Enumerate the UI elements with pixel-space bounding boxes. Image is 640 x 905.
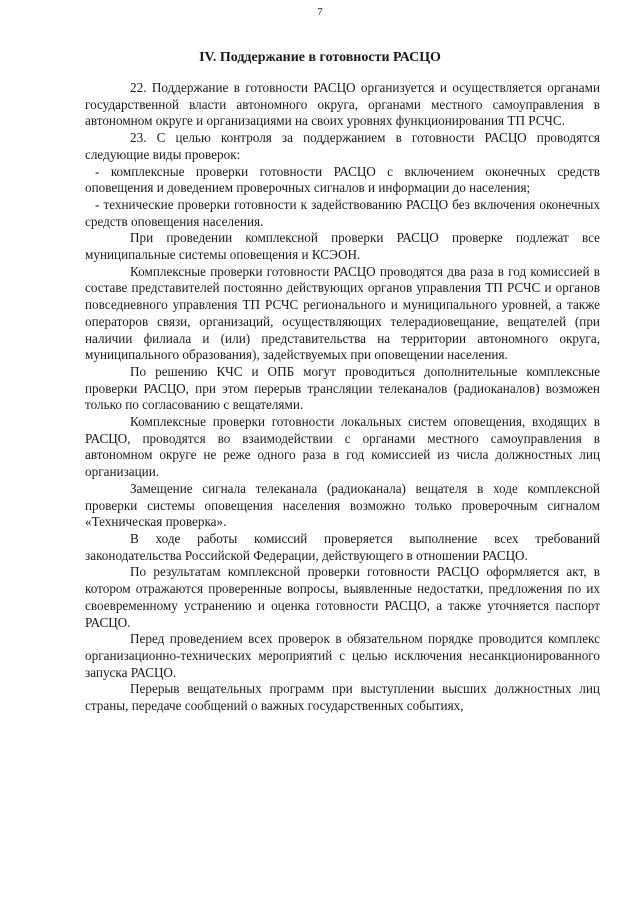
section-title: IV. Поддержание в готовности РАСЦО — [199, 50, 441, 65]
paragraph: Комплексные проверки готовности локальных систем оповещения, входящих в РАСЦО, проводятся во взаимодействии с органами местного самоуправления в автономном округе не реже одного раза в год комиссией из числа должностных лиц организации. — [85, 414, 600, 480]
page-number: 7 — [317, 6, 323, 18]
paragraph: По решению КЧС и ОПБ могут проводиться дополнительные комплексные проверки РАСЦО, при этом перерыв трансляции телеканалов (радиоканалов) возможен только по согласованию с вещателями. — [85, 363, 600, 413]
paragraph: При проведении комплексной проверки РАСЦО проверке подлежат все муниципальные системы оповещения и КСЭОН. — [85, 230, 600, 263]
paragraph: Комплексные проверки готовности РАСЦО проводятся два раза в год комиссией в составе представителей постоянно действующих органов управления ТП РСЧС и органов повседневного управления ТП РСЧС регионального и муниципального уровней, а также операторов связи, организаций, осуществляющих телерадиовещание, вещателей (при наличии филиала и (или) представительства на территории автономного округа, муниципального образования), задействуемых при оповещении населения. — [85, 263, 600, 363]
document-body — [85, 80, 600, 715]
list-item-complex-checks: - комплексные проверки готовности РАСЦО с включением оконечных средств оповещения и доведением проверочных сигналов и информации до населения; — [85, 163, 600, 196]
paragraph: Перед проведением всех проверок в обязательном порядке проводится комплекс организационно-технических мероприятий с целью исключения несанкционированного запуска РАСЦО. — [85, 631, 600, 680]
paragraph-22: 22. Поддержание в готовности РАСЦО организуется и осуществляется органами государственной власти автономного округа, органами местного самоуправления в автономном округе и организациями на своих уровнях функционирования ТП РСЧС. — [85, 80, 600, 129]
paragraph-23: 23. С целью контроля за поддержанием в готовности РАСЦО проводятся следующие виды проверок: — [85, 130, 600, 162]
paragraph: Перерыв вещательных программ при выступлении высших должностных лиц страны, передаче сообщений о важных государственных событиях, — [85, 681, 600, 714]
paragraph: Замещение сигнала телеканала (радиоканала) вещателя в ходе комплексной проверки системы оповещения населения возможно только проверочным сигналом «Техническая проверка». — [85, 480, 600, 530]
list-item-technical-checks: - технические проверки готовности к задействованию РАСЦО без включения оконечных средств оповещения населения. — [85, 196, 600, 229]
paragraph: По результатам комплексной проверки готовности РАСЦО оформляется акт, в котором отражаются проверенные вопросы, выявленные недостатки, предложения по их своевременному устранению и оценка готовности РАСЦО, а также уточняется паспорт РАСЦО. — [85, 564, 600, 630]
paragraph: В ходе работы комиссий проверяется выполнение всех требований законодательства Российской Федерации, действующего в отношении РАСЦО. — [85, 530, 600, 563]
